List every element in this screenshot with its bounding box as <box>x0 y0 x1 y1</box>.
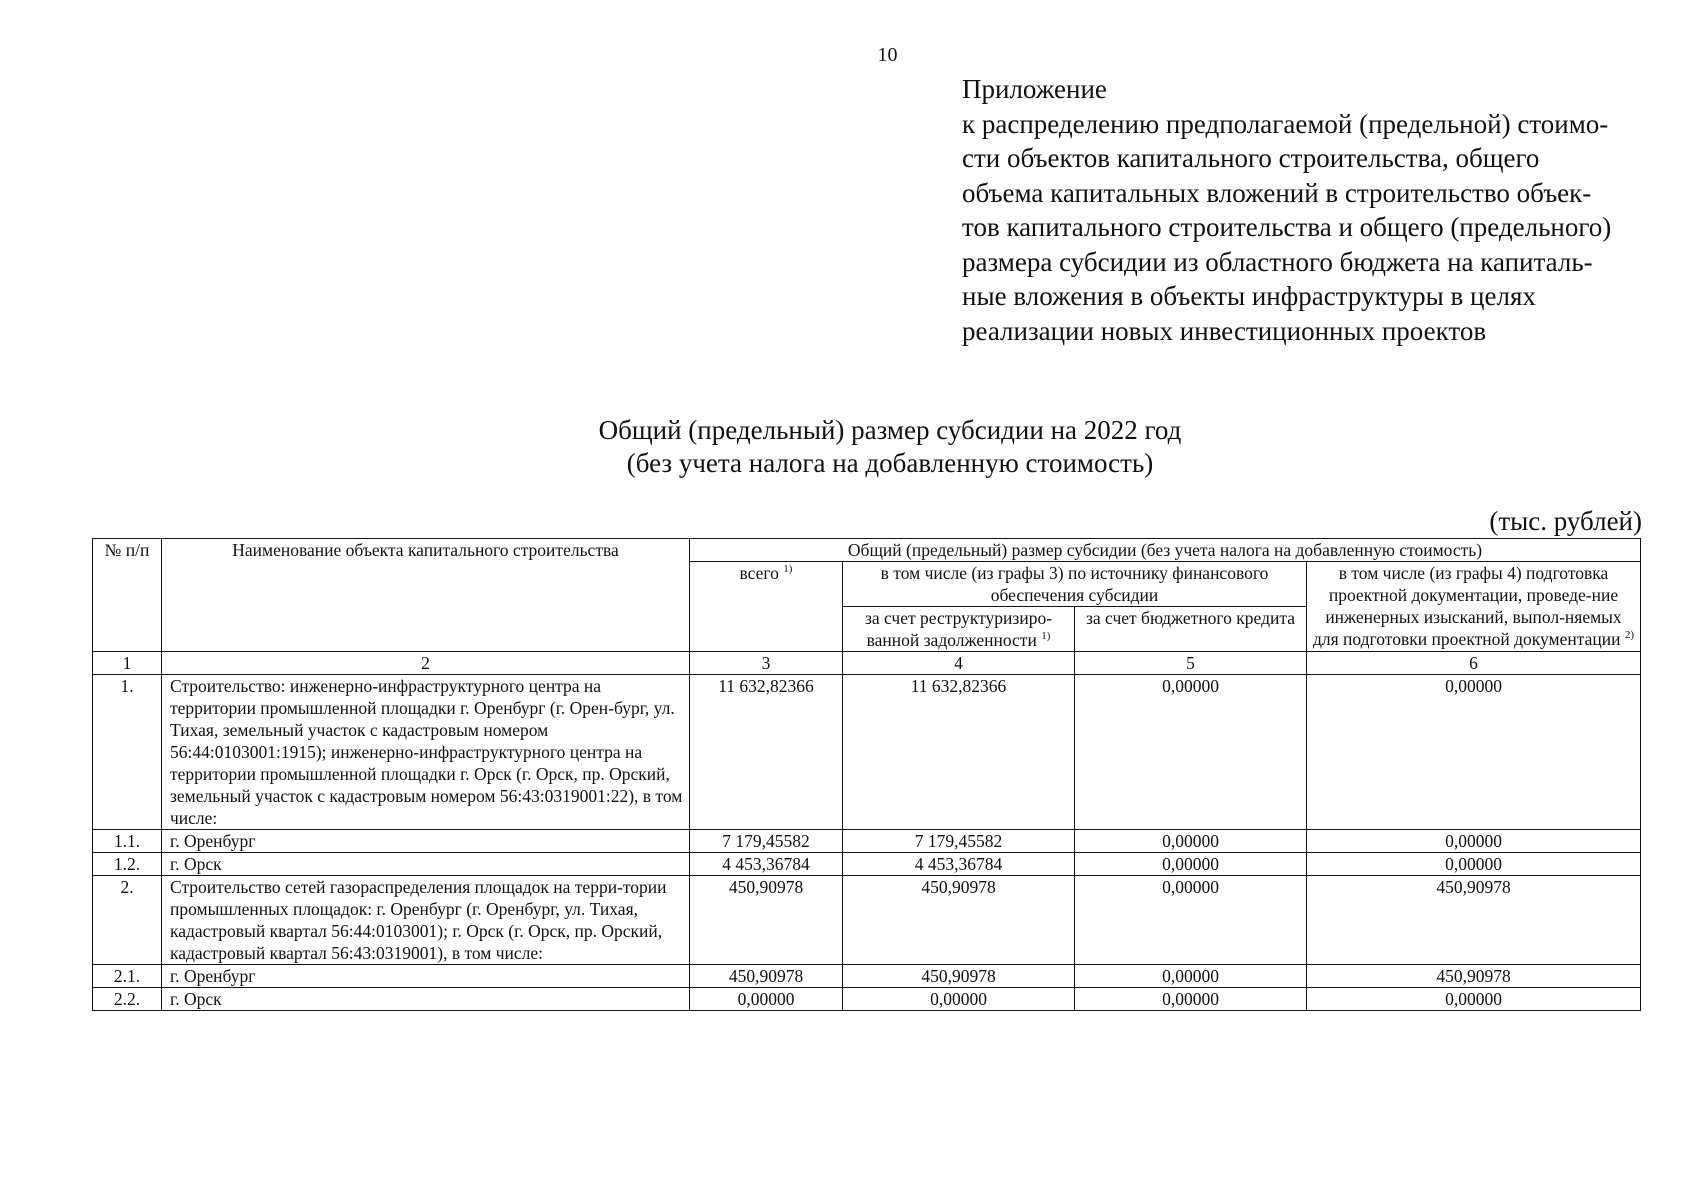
appendix-line: тов капитального строительства и общего (предельного) <box>962 212 1612 242</box>
row-num: 1. <box>93 675 162 830</box>
row-design: 0,00000 <box>1307 853 1641 876</box>
appendix-line: объема капитальных вложений в строительство объек- <box>962 177 1592 208</box>
table-row <box>93 988 1641 1011</box>
row-num: 2.1. <box>93 965 162 988</box>
subsidy-table <box>92 538 1641 1011</box>
header-budget-credit: за счет бюджетного кредита <box>1075 607 1307 652</box>
document-title <box>540 414 1240 480</box>
page-number: 10 <box>877 44 898 66</box>
row-design: 450,90978 <box>1307 965 1641 988</box>
row-total: 4 453,36784 <box>690 853 843 876</box>
row-name: Строительство: инженерно-инфраструктурного центра на территории промышленной площадки г. Оренбург (г. Орен-бург, ул. Тихая, земельный участок с кадастровым номером 56:44:0103001:1915); инженерно-инфраструктурного центра на территории промышленной площадки г. Орск (г. Орск, пр. Орский, земельный участок с кадастровым номером 56:43:0319001:22), в том числе: <box>162 675 690 830</box>
table-row <box>93 675 1641 830</box>
header-total <box>690 562 843 652</box>
header-design <box>1307 562 1641 652</box>
row-total: 0,00000 <box>690 988 843 1011</box>
footnote-mark: 1) <box>1041 630 1051 643</box>
row-restructured: 4 453,36784 <box>843 853 1075 876</box>
row-design: 0,00000 <box>1307 675 1641 830</box>
header-row-1 <box>93 539 1641 562</box>
table-row <box>93 853 1641 876</box>
row-credit: 0,00000 <box>1075 853 1307 876</box>
row-num: 1.2. <box>93 853 162 876</box>
appendix-line: реализации новых инвестиционных проектов <box>962 315 1487 346</box>
column-index: 2 <box>162 652 690 675</box>
column-index: 1 <box>93 652 162 675</box>
column-index: 6 <box>1307 652 1641 675</box>
header-group: Общий (предельный) размер субсидии (без учета налога на добавленную стоимость) <box>690 539 1641 562</box>
row-restructured: 450,90978 <box>843 965 1075 988</box>
column-index: 3 <box>690 652 843 675</box>
table-row <box>93 830 1641 853</box>
appendix-line: размера субсидии из областного бюджета на капиталь- <box>962 246 1593 277</box>
column-index-row <box>93 652 1641 675</box>
header-name: Наименование объекта капитального строительства <box>162 539 690 652</box>
row-name: г. Оренбург <box>162 830 690 853</box>
row-credit: 0,00000 <box>1075 876 1307 965</box>
row-restructured: 0,00000 <box>843 988 1075 1011</box>
row-num: 1.1. <box>93 830 162 853</box>
units-label: (тыс. рублей) <box>1489 506 1642 536</box>
row-restructured: 11 632,82366 <box>843 675 1075 830</box>
row-total: 450,90978 <box>690 965 843 988</box>
column-index: 5 <box>1075 652 1307 675</box>
row-num: 2. <box>93 876 162 965</box>
row-design: 450,90978 <box>1307 876 1641 965</box>
row-total: 450,90978 <box>690 876 843 965</box>
header-restructured <box>843 607 1075 652</box>
appendix-block <box>962 72 1662 348</box>
row-credit: 0,00000 <box>1075 830 1307 853</box>
appendix-heading: Приложение <box>962 74 1107 104</box>
table-row <box>93 876 1641 965</box>
row-restructured: 7 179,45582 <box>843 830 1075 853</box>
row-credit: 0,00000 <box>1075 965 1307 988</box>
header-incl-sources: в том числе (из графы 3) по источнику финансового обеспечения субсидии <box>843 562 1307 607</box>
row-name: г. Орск <box>162 853 690 876</box>
row-total: 7 179,45582 <box>690 830 843 853</box>
column-index: 4 <box>843 652 1075 675</box>
document-title-line-2: (без учета налога на добавленную стоимость) <box>626 448 1154 478</box>
row-credit: 0,00000 <box>1075 675 1307 830</box>
row-name: Строительство сетей газораспределения площадок на терри-тории промышленных площадок: г. Оренбург (г. Оренбург, ул. Тихая, кадастровый квартал 56:44:0103001); г. Орск (г. Орск, пр. Орский, кадастровый квартал 56:43:0319001), в том числе: <box>162 876 690 965</box>
table-row <box>93 965 1641 988</box>
appendix-line: ные вложения в объекты инфраструктуры в целях <box>962 281 1536 311</box>
row-credit: 0,00000 <box>1075 988 1307 1011</box>
row-restructured: 450,90978 <box>843 876 1075 965</box>
row-num: 2.2. <box>93 988 162 1011</box>
row-total: 11 632,82366 <box>690 675 843 830</box>
header-total-label: всего <box>739 563 779 583</box>
header-num: № п/п <box>93 539 162 652</box>
footnote-mark: 1) <box>783 563 793 576</box>
row-design: 0,00000 <box>1307 830 1641 853</box>
row-name: г. Оренбург <box>162 965 690 988</box>
appendix-line: к распределению предполагаемой (предельной) стоимо- <box>962 108 1609 139</box>
document-title-line-1: Общий (предельный) размер субсидии на 2022 год <box>598 415 1182 445</box>
footnote-mark: 2) <box>1624 629 1635 642</box>
header-design-label: в том числе (из графы 4) подготовка проектной документации, проведе-ние инженерных изысканий, выпол-няемых для подготовки проектной документации <box>1312 563 1622 649</box>
appendix-line: сти объектов капитального строительства, общего <box>962 143 1540 173</box>
row-design: 0,00000 <box>1307 988 1641 1011</box>
header-restructured-label: за счет реструктуризиро-ванной задолженности <box>864 608 1053 650</box>
row-name: г. Орск <box>162 988 690 1011</box>
